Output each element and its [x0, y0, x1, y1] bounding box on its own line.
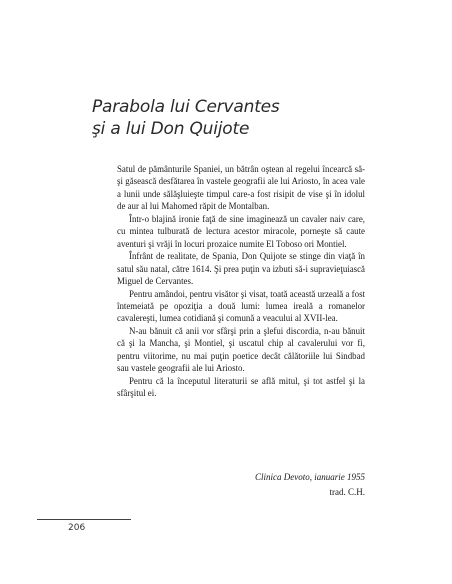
page-title [92, 96, 392, 140]
footer-rule [37, 519, 131, 520]
paragraph-5: N-au bănuit că anii vor sfârşi prin a şlefui discordia, n-au bănuit că şi la Mancha, şi Montiel, şi uscatul chip al cavalerului vor fi, pentru viitorime, nu mai puţin poetice decât călătoriile lui Sindbad sau vastele geografii ale lui Ariosto. [117, 325, 365, 374]
title-line-2: şi a lui Don Quijote [92, 119, 250, 139]
paragraph-4: Pentru amândoi, pentru visător şi visat, toată această urzeală a fost întemeiată pe opoziţia a două lumi: lumea ireală a romanelor cavalereşti, lumea cotidiană şi comună a veacului al XVII-lea. [117, 288, 365, 324]
signature-translator: trad. C.H. [329, 487, 365, 497]
paragraph-1: Satul de pământurile Spaniei, un bătrân oştean al regelui încearcă să-şi găsească desfătarea în vastele geografii ale lui Ariosto, în acea vale a lunii unde sălăşluieşte timpul care-a fost risipit de vise şi în idolul de aur al lui Mahomed răpit de Montalban. [117, 164, 365, 212]
signature-place-date: Clinica Devoto, ianuarie 1955 [255, 472, 365, 482]
title-line-1: Parabola lui Cervantes [92, 97, 280, 117]
body-text [117, 163, 365, 400]
paragraph-6: Pentru că la începutul literaturii se află mitul, şi tot astfel şi la sfârşitul ei. [117, 375, 365, 399]
page-number: 206 [68, 523, 86, 533]
paragraph-2: Într-o blajină ironie faţă de sine imaginează un cavaler naiv care, cu mintea tulburată de lectura acestor miracole, porneşte să caute aventuri şi vrăji în locuri prozaice numite El Toboso ori Montiel. [117, 213, 365, 249]
paragraph-3: Înfrânt de realitate, de Spania, Don Quijote se stinge din viaţă în satul său natal, către 1614. Şi prea puţin va izbuti să-i supravieţuiască Miguel de Cervantes. [117, 251, 365, 287]
